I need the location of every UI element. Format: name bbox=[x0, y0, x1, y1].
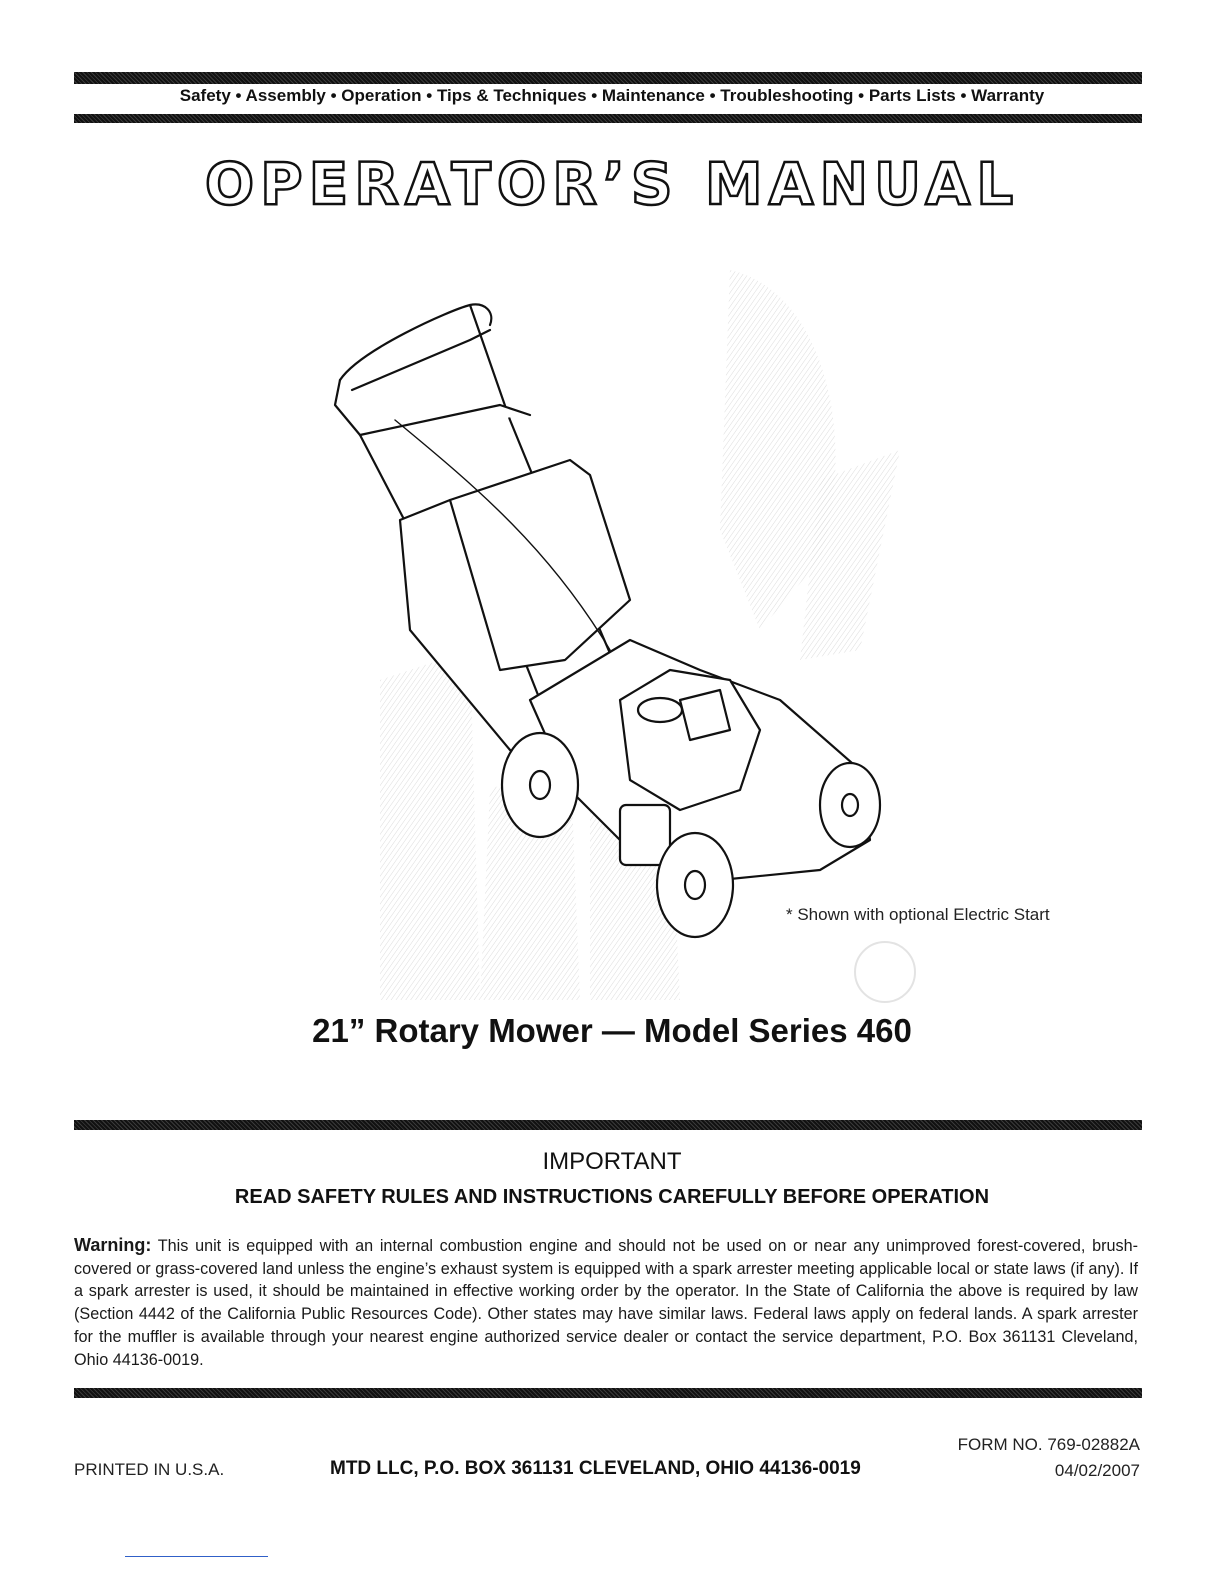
warning-label: Warning: bbox=[74, 1235, 152, 1255]
bottom-rule bbox=[74, 1388, 1142, 1398]
top-rule-upper bbox=[74, 72, 1142, 84]
manual-title: OPERATOR’S MANUAL bbox=[204, 150, 1020, 218]
middle-rule bbox=[74, 1120, 1142, 1130]
read-safety-heading: READ SAFETY RULES AND INSTRUCTIONS CAREFULLY BEFORE OPERATION bbox=[234, 1186, 990, 1208]
form-date: 04/02/2007 bbox=[1054, 1461, 1140, 1480]
model-title: 21” Rotary Mower — Model Series 460 bbox=[312, 1012, 912, 1049]
form-info bbox=[958, 1432, 1140, 1484]
form-number: FORM NO. 769-02882A bbox=[957, 1435, 1140, 1454]
printed-in: PRINTED IN U.S.A. bbox=[74, 1460, 225, 1479]
contents-list: Safety • Assembly • Operation • Tips & Techniques • Maintenance • Troubleshooting • Parts Lists • Warranty bbox=[179, 86, 1045, 105]
warning-text: This unit is equipped with an internal combustion engine and should not be used on or near any unimproved forest-covered, brush-covered or grass-covered land unless the engine’s exhaust system is equipped with a spark arrester meeting applicable local or state laws (if any). If a spark arrester is used, it should be maintained in effective working order by the operator. In the State of California the above is required by law (Section 4442 of the California Public Resources Code). Other states may have similar laws. Federal laws apply on federal lands. A spark arrester for the muffler is available through your nearest engine authorized service dealer or contact the service department, P.O. Box 361131 Cleveland, Ohio 44136-0019. bbox=[74, 1237, 1138, 1369]
important-heading: IMPORTANT bbox=[542, 1148, 682, 1175]
company-address: MTD LLC, P.O. BOX 361131 CLEVELAND, OHIO 44136-0019 bbox=[330, 1458, 861, 1479]
warning-paragraph bbox=[74, 1234, 1138, 1371]
top-rule-lower bbox=[74, 114, 1142, 123]
blue-link-underline bbox=[125, 1556, 268, 1557]
figure-caption: * Shown with optional Electric Start bbox=[786, 905, 1050, 924]
mower-illustration bbox=[300, 230, 1060, 1020]
